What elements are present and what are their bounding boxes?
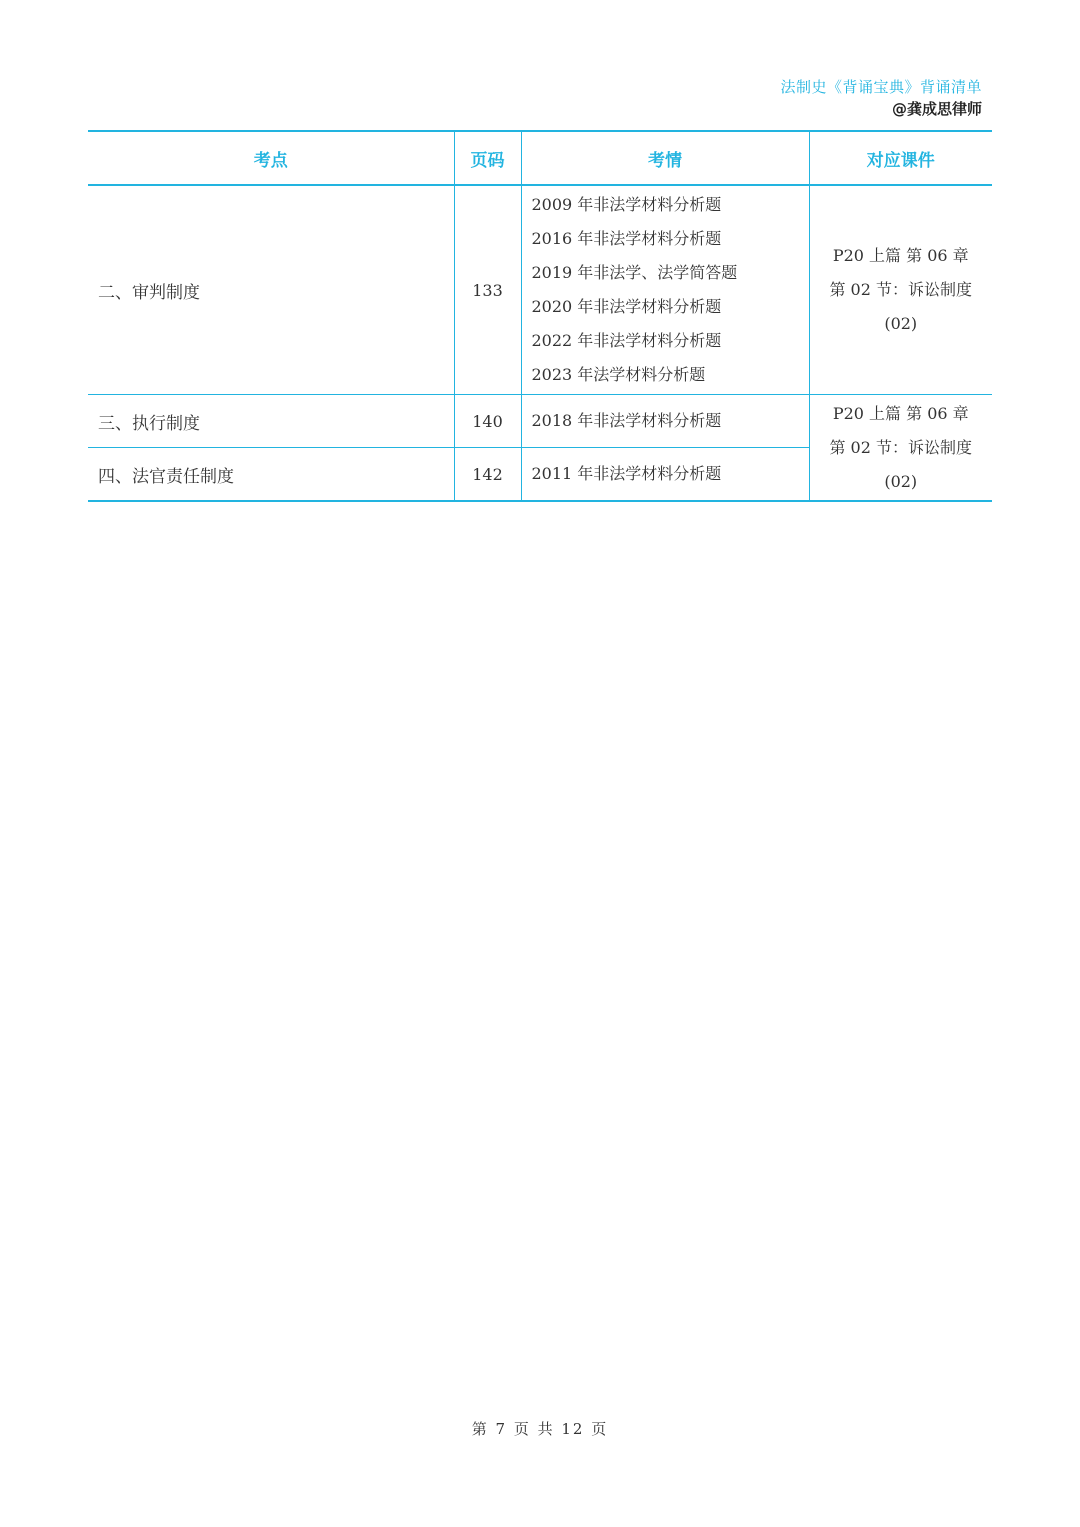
column-header-topic: 考点 [88,131,454,185]
exam-entry: 2011 年非法学材料分析题 [531,464,722,483]
topics-table [88,130,992,502]
page-cell: 142 [454,448,521,502]
column-header-page: 页码 [454,131,521,185]
exam-entry: 2020 年非法学材料分析题 [531,297,722,316]
course-part: (02) [884,471,918,491]
topic-cell: 二、审判制度 [88,185,454,395]
exams-cell [521,185,809,395]
column-header-course: 对应课件 [809,131,992,185]
topic-cell: 三、执行制度 [88,395,454,448]
course-cell [809,395,992,502]
course-cell [809,185,992,395]
author-credit: @龚成思律师 [891,100,982,118]
exams-cell [521,395,809,448]
exam-entry: 2023 年法学材料分析题 [531,365,706,384]
page-number-footer: 第 7 页 共 12 页 [471,1420,609,1438]
topic-cell: 四、法官责任制度 [88,448,454,502]
exam-entry: 2016 年非法学材料分析题 [531,229,722,248]
course-part: (02) [884,314,918,333]
exam-entry: 2019 年非法学、法学简答题 [531,263,738,282]
course-chapter: P20 上篇 第 06 章 [832,246,969,265]
document-header [780,76,982,120]
exam-entry: 2009 年非法学材料分析题 [531,195,722,214]
page-cell: 140 [454,395,521,448]
exam-entry: 2018 年非法学材料分析题 [531,411,722,430]
exams-cell [521,448,809,502]
document-subtitle: 法制史《背诵宝典》背诵清单 [780,78,982,96]
exam-entry: 2022 年非法学材料分析题 [531,331,722,350]
column-header-exams: 考情 [521,131,809,185]
table-header-row [88,131,992,185]
page-cell: 133 [454,185,521,395]
course-chapter: P20 上篇 第 06 章 [832,403,969,423]
table-row [88,395,992,448]
table-row [88,185,992,395]
course-section: 第 02 节：诉讼制度 [829,280,973,299]
course-section: 第 02 节：诉讼制度 [829,437,973,457]
